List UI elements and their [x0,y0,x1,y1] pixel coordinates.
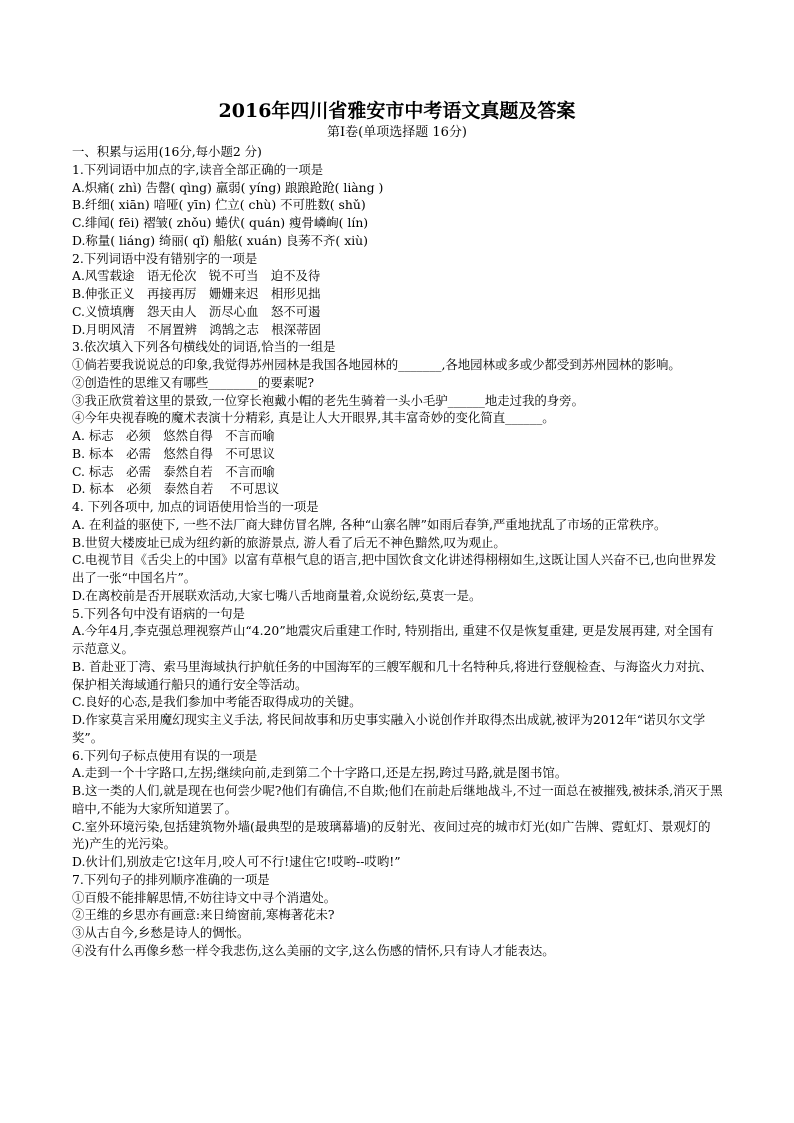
question-stem: 4. 下列各项中, 加点的词语使用恰当的一项是 [72,499,319,514]
page-title: 2016年四川省雅安市中考语文真题及答案 [218,100,576,122]
answer-option: C. 标志 必需 泰然自若 不言而喻 [72,463,275,479]
answer-option: D. 标本 必须 泰然自若 不可思议 [72,481,280,497]
answer-option: B.世贸大楼废址已成为纽约新的旅游景点, 游人看了后无不神色黯然,叹为观止。 [72,534,506,550]
answer-option: B.纤细( xiān) 喑哑( yīn) 伫立( chù) 不可胜数( shǔ) [72,197,366,213]
answer-option: A.风雪载途 语无伦次 锐不可当 迫不及待 [72,268,321,284]
answer-option: B.伸张正义 再接再厉 姗姗来迟 相形见拙 [72,286,321,301]
answer-option: D.月明风清 不屑置辨 鸿鹄之志 根深蒂固 [72,321,321,337]
section-subtitle: 第Ⅰ卷(单项选择题 16分) [327,125,467,140]
sentence-item: ④今年央视春晚的魔术表演十分精彩, 真是让人大开眼界,其丰富奇妙的变化简直______。 [72,410,555,426]
answer-option: B.这一类的人们,就是现在也何尝少呢?他们有确信,不自欺;他们在前赴后继地战斗,不过一面总在被摧残,被抹杀,消灭于黑暗中,不能为大家所知道罢了。 [72,783,723,816]
sentence-item: ③我正欣赏着这里的景致,一位穿长袍戴小帽的老先生骑着一头小毛驴______地走过我的身旁。 [72,392,584,408]
question-stem: 6.下列句子标点使用有误的一项是 [72,747,258,763]
answer-option: C.绯闻( fēi) 褶皱( zhǒu) 蜷伏( quán) 瘦骨嶙峋( lín) [72,215,369,230]
sentence-item: ②王维的乡思亦有画意:来日绮窗前,寒梅著花未? [72,907,335,923]
answer-option: A.炽痛( zhì) 告罄( qìng) 羸弱( yíng) 踉踉跄跄( liàng ) [72,179,384,195]
answer-option: D.作家莫言采用魔幻现实主义手法, 将民间故事和历史事实融入小说创作并取得杰出成就,被评为2012年“诺贝尔文学奖”。 [72,712,706,745]
answer-option: C.义愤填膺 怨天由人 沥尽心血 怒不可遏 [72,303,321,319]
answer-option: C.良好的心态,是我们参加中考能否取得成功的关键。 [72,694,362,710]
sentence-item: ①倘若要我说说总的印象,我觉得苏州园林是我国各地园林的_______,各地园林或多或少都受到苏州园林的影响。 [72,357,681,372]
answer-option: A.走到一个十字路口,左拐;继续向前,走到第二个十字路口,还是左拐,跨过马路,就是图书馆。 [72,765,568,781]
answer-option: A. 标志 必须 悠然自得 不言而喻 [72,428,275,443]
sentence-item: ②创造性的思维又有哪些________的要素呢? [72,374,315,390]
answer-option: B. 标本 必需 悠然自得 不可思议 [72,445,275,461]
sentence-item: ①百般不能排解思情,不妨往诗文中寻个消遣处。 [72,889,337,905]
question-stem: 7.下列句子的排列顺序准确的一项是 [72,871,270,887]
answer-option: C.电视节目《舌尖上的中国》以富有草根气息的语言,把中国饮食文化讲述得栩栩如生,这既让国人兴奋不已,也向世界发出了一张“中国名片”。 [72,552,717,585]
question-stem: 5.下列各句中没有语病的一句是 [72,605,245,621]
answer-option: A.今年4月,李克强总理视察芦山“4.20”地震灾后重建工作时, 特别指出, 重建不仅是恢复重建, 更是发展再建, 对全国有示范意义。 [72,623,714,656]
answer-option: C.室外环境污染,包括建筑物外墙(最典型的是玻璃幕墙)的反射光、夜间过亮的城市灯光(如广告牌、霓虹灯、景观灯的光)产生的光污染。 [72,818,711,852]
answer-option: D.伙计们,别放走它!这年月,咬人可不行!逮住它!哎哟--哎哟!” [72,854,401,869]
question-stem: 2.下列词语中没有错别字的一项是 [72,250,258,266]
sentence-item: ③从古自今,乡愁是诗人的惆怅。 [72,925,250,940]
answer-option: D.在离校前是否开展联欢活动,大家七嘴八舌地商量着,众说纷纭,莫衷一是。 [72,587,482,603]
sentence-item: ④没有什么再像乡愁一样令我悲伤,这么美丽的文字,这么伤感的情怀,只有诗人才能表达。 [72,942,555,958]
section-heading: 一、积累与运用(16分,每小题2 分) [72,144,262,159]
question-stem: 1.下列词语中加点的字,读音全部正确的一项是 [72,161,324,177]
document-body [72,143,724,960]
answer-option: B. 首赴亚丁湾、索马里海域执行护航任务的中国海军的三艘军舰和几十名特种兵,将进行登舰检查、与海盗火力对抗、保护相关海域通行船只的通行安全等活动。 [72,658,713,692]
question-stem: 3.依次填入下列各句横线处的词语,恰当的一组是 [72,339,336,355]
answer-option: D.称量( liáng) 绮丽( qǐ) 船舷( xuán) 良莠不齐( xiù) [72,232,368,248]
answer-option: A. 在利益的驱使下, 一些不法厂商大肆仿冒名牌, 各种“山寨名牌”如雨后春笋,严重地扰乱了市场的正常秩序。 [72,516,667,532]
